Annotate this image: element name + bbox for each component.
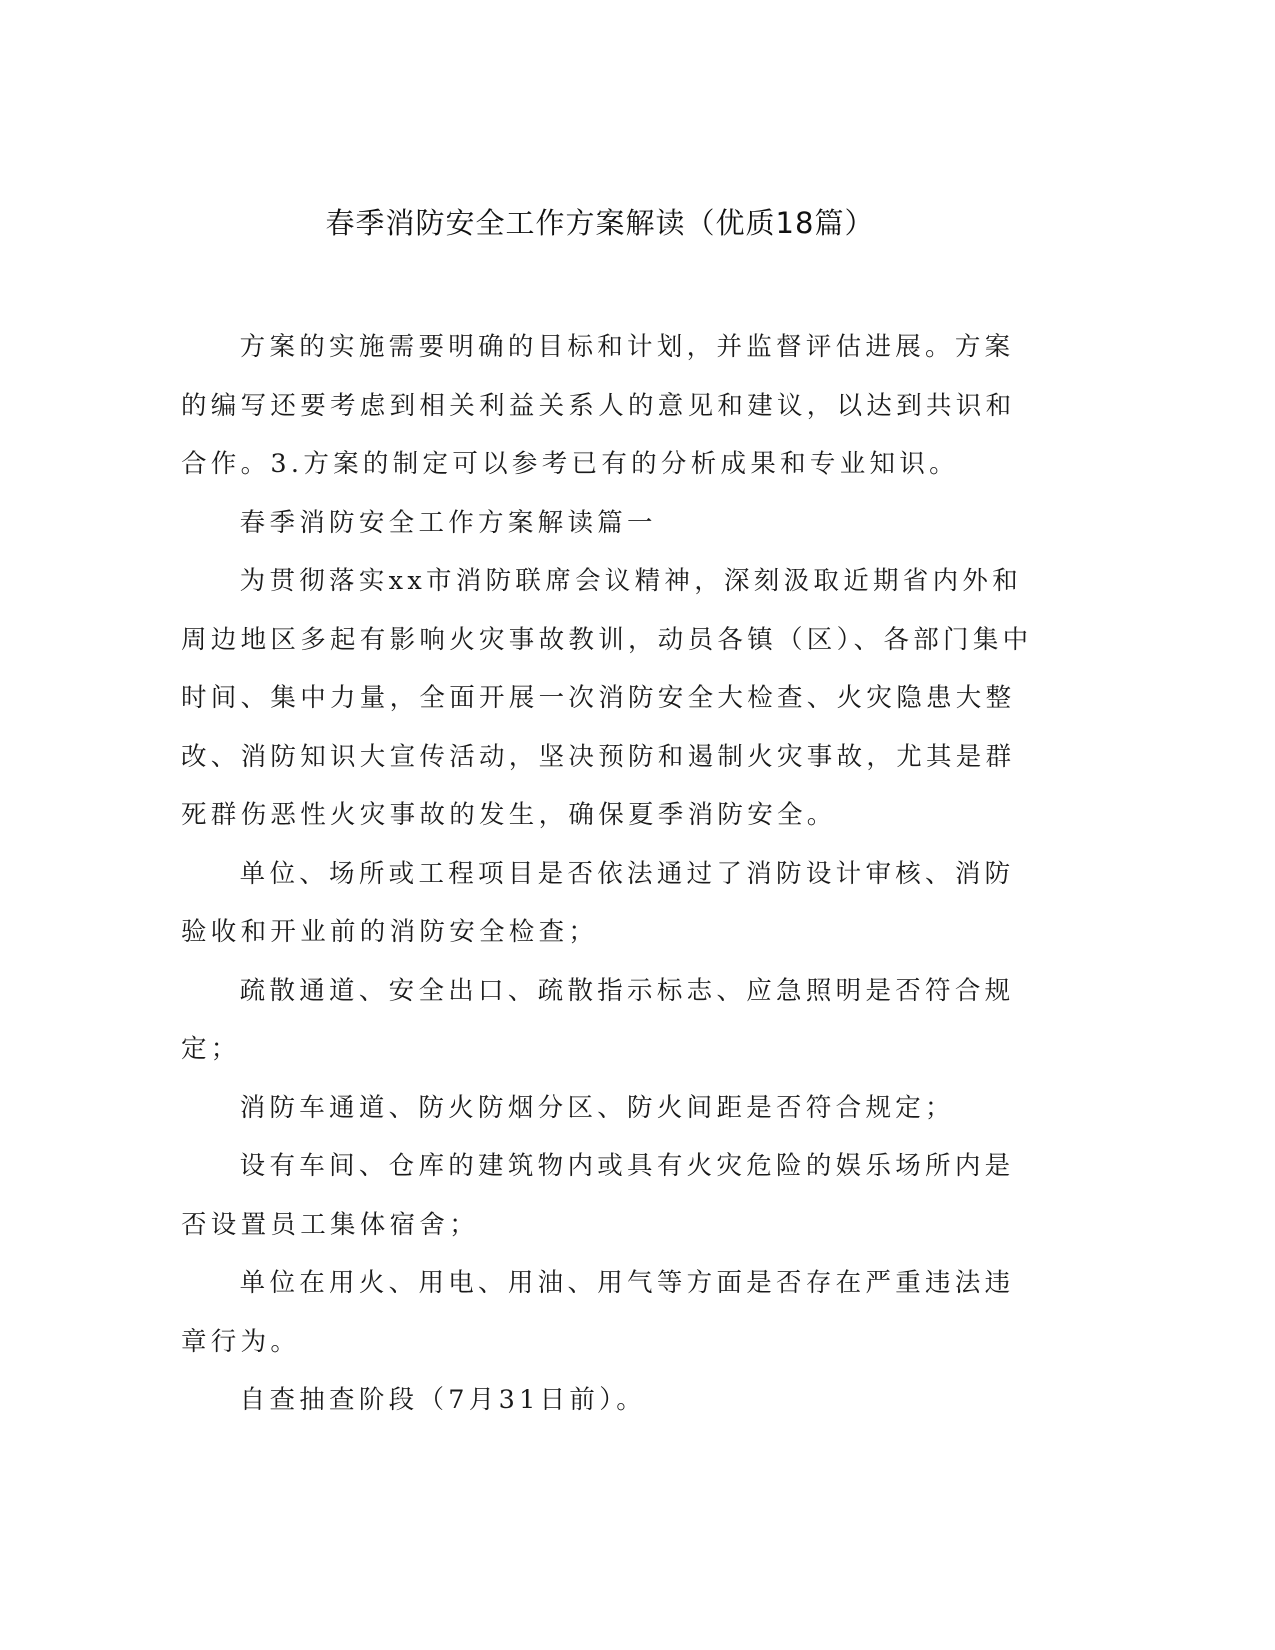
check-item-evacuation: 疏散通道、安全出口、疏散指示标志、应急照明是否符合规定； <box>181 975 1015 1064</box>
section-heading: 春季消防安全工作方案解读篇一 <box>239 507 657 538</box>
check-item-dormitory: 设有车间、仓库的建筑物内或具有火灾危险的娱乐场所内是否设置员工集体宿舍； <box>181 1151 1015 1240</box>
document-title: 春季消防安全工作方案解读（优质18篇） <box>325 206 875 240</box>
check-item-fire-lanes: 消防车通道、防火防烟分区、防火间距是否符合规定； <box>239 1092 955 1123</box>
paragraph-purpose: 为贯彻落实xx市消防联席会议精神，深刻汲取近期省内外和周边地区多起有影响火灾事故教训，动员各镇（区）、各部门集中时间、集中力量，全面开展一次消防安全大检查、火灾隐患大整改、消防知识大宣传活动，坚决预防和遏制火灾事故，尤其是群死群伤恶性火灾事故的发生，确保夏季消防安全。 <box>181 566 1033 830</box>
phase-heading: 自查抽查阶段（7月31日前）。 <box>239 1385 647 1415</box>
check-item-approval: 单位、场所或工程项目是否依法通过了消防设计审核、消防验收和开业前的消防安全检查； <box>181 858 1015 947</box>
document-body <box>181 318 1041 1430</box>
paragraph-intro: 方案的实施需要明确的目标和计划，并监督评估进展。方案的编写还要考虑到相关利益关系人的意见和建议，以达到共识和合作。3.方案的制定可以参考已有的分析成果和专业知识。 <box>181 332 1016 479</box>
check-item-violations: 单位在用火、用电、用油、用气等方面是否存在严重违法违章行为。 <box>181 1268 1015 1357</box>
